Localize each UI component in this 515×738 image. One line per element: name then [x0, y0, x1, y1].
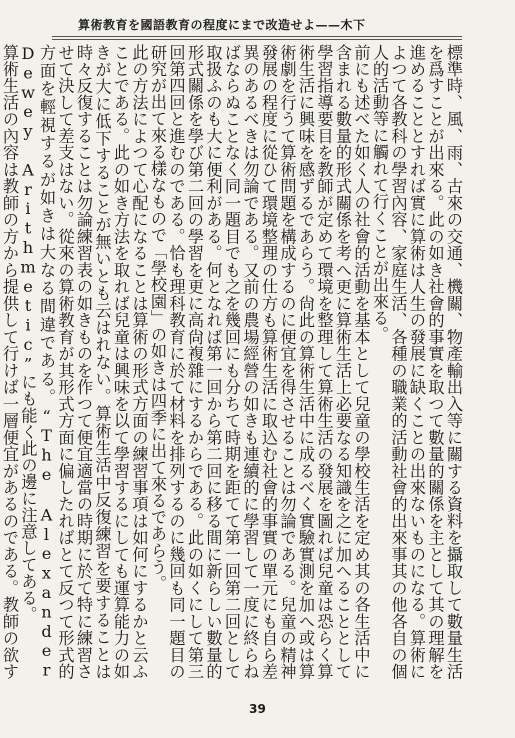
- paragraph: 前にも述べた如く人の社會的活動を基本として兒童の學校生活を定め其の各生活中に含まれる數量的形式關係を考へ更に算術生活上必要なる知識を之に加へることとして學習指導要目を教師が定めて環境を整理して算術生活の發展を圖れば兒童は恐らく算術生活に興味を感ずるであらう。尙此の算術生活中に成るべく實驗實測を加へ或は算術劇を行うて算術問題を構成するのに便宜を得させることは勿論である。兒童の精神發展の程度に從ひて環境整理の仕方も算術生活に取込む社會的事實の單元にも自ら差異のあるべきは勿論である。又前の農場經營の如きも連續的に學習して一度に終らねばならぬことなく同一題目でも之を幾回にも分ちて時期を距てて第一回第二回として取扱ふのも大に便利がある。何となれば第一回から第二回に移る間に新らしい數量的形式關係を學び第二回の學習を更に高尙複雜にするからである。此の如くにして第三回第四回と進むのである。恰も理科教育に於て材料を排列するのに幾回も同一題目の研究が出て來る樣なもので「學校園」の如きは四季に出て來るであらう。: [148, 44, 371, 680]
- page-number: 39: [249, 702, 266, 716]
- paragraph: 此の方法によつて心配になることは算術の形式方面の練習事項は如何にするかと云ふことである。此の如き方法を取れば兒童は興味を以て學習するにしても運算能力の如きが大に低下することが無いとも云はれない。算術生活中反復練習を要することは時々反復することは勿論練習表の如きものを作つて便宜適當の時期に於て特に練習させて決して差支はない。從來の算術教育が其形式方面に偏したればとて反つて形式的方面を輕視するが如きは大なる間違である。“The Alexander Dewey Arithmetic”にも能く此の邊に注意してある。: [18, 44, 149, 680]
- paragraph: 算術生活の內容は教師の方から提供して行けば一層便宜があるのである。教師の欲す: [0, 44, 19, 680]
- running-head: 算術教育を國語教育の程度にまで改造せよ——木下: [78, 18, 366, 32]
- header-rule-inner: [52, 39, 462, 40]
- header-rule: [52, 36, 462, 37]
- body-text: [0, 44, 463, 680]
- paragraph: 標準時、風、雨、古來の交通、機關、物產輸出入等に關する資料を攝取して數量生活を爲すことが出來る。此の如き社會的事實を取つて數量的關係を主として其の理解を進めることとすれば實に算術は人生の發展に缺くことの出來ないものになる。算術によつて各教科の學習內容、家庭生活、各種の職業的活動社會的出來事其の他各自の個人的活動等に觸れて行くことが出來る。: [370, 44, 463, 680]
